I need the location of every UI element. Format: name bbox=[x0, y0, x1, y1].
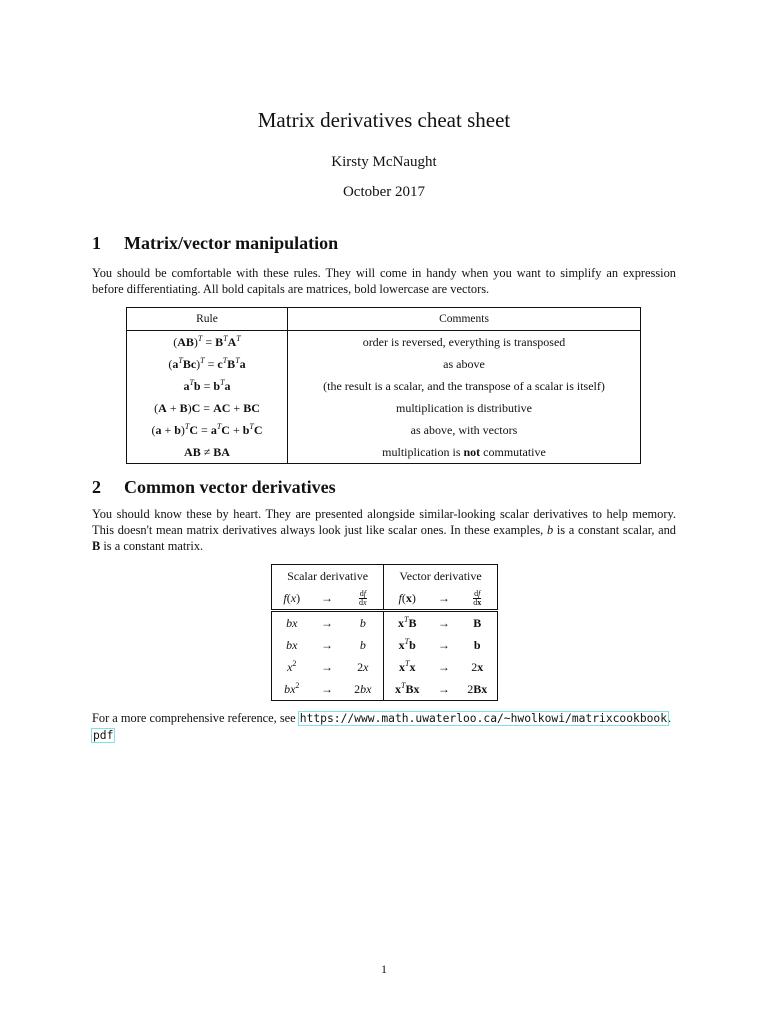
arrow: → bbox=[320, 615, 333, 630]
table-row bbox=[127, 441, 641, 464]
scalar-variable: b bbox=[546, 523, 554, 537]
rule-formula: AB ≠ BA bbox=[127, 441, 288, 464]
header-vector-derivative: Vector derivative bbox=[399, 568, 482, 583]
table-row bbox=[272, 634, 498, 656]
rules-table bbox=[126, 307, 641, 464]
table-row bbox=[127, 331, 641, 354]
section-1-number: 1 bbox=[92, 233, 101, 253]
vector-function-header: f(x) bbox=[384, 587, 431, 611]
table-row bbox=[272, 678, 498, 701]
section-1-title: Matrix/vector manipulation bbox=[124, 233, 339, 253]
section-2-intro-text: You should know these by heart. They are presented alongside similar-looking scalar derivatives to help memory. This doesn't mean matrix derivatives always look just like scalar ones. In these examples, bbox=[92, 507, 676, 537]
arrow: → bbox=[437, 637, 450, 652]
table-row bbox=[127, 397, 641, 419]
vector-expression: $x^Tx$ bbox=[398, 658, 416, 674]
vector-fraction-header: $\frac{df}{dx}$ bbox=[457, 587, 497, 611]
matrix-variable: B bbox=[92, 539, 101, 553]
scalar-expression: $x^2$ bbox=[287, 658, 297, 674]
comment-text: commutative bbox=[480, 444, 546, 459]
arrow: → bbox=[320, 681, 333, 696]
arrow: → bbox=[320, 637, 333, 652]
rule-comment: as above bbox=[288, 353, 641, 375]
rule-comment: as above, with vectors bbox=[288, 419, 641, 441]
arrow: → bbox=[311, 587, 342, 611]
rule-formula: $a^Tb = b^Ta$ bbox=[127, 375, 288, 397]
table-row bbox=[127, 375, 641, 397]
rule-comment bbox=[288, 441, 641, 464]
section-1-intro bbox=[92, 265, 676, 297]
arrow: → bbox=[430, 587, 457, 611]
reference-link-continued[interactable]: pdf bbox=[93, 729, 114, 742]
section-2-number: 2 bbox=[92, 477, 101, 497]
scalar-result: b bbox=[343, 634, 384, 656]
table-row bbox=[272, 656, 498, 678]
section-2-intro-text: is a constant matrix. bbox=[100, 539, 204, 553]
scalar-expression: $bx^2$ bbox=[284, 680, 300, 696]
reference-link[interactable]: https://www.math.uwaterloo.ca/~hwolkowi/matrixcookbook bbox=[299, 712, 668, 725]
arrow: → bbox=[320, 659, 333, 674]
rule-formula: $(a^TBc)^T = c^TB^Ta$ bbox=[127, 353, 288, 375]
scalar-result: 2x bbox=[343, 656, 384, 678]
rule-comment: multiplication is distributive bbox=[288, 397, 641, 419]
vector-result: b bbox=[473, 637, 481, 652]
scalar-fraction-header: $\frac{df}{dx}$ bbox=[343, 587, 384, 611]
section-2-title: Common vector derivatives bbox=[124, 477, 336, 497]
arrow: → bbox=[437, 659, 450, 674]
vector-expression: $x^TBx$ bbox=[394, 680, 420, 696]
table-row bbox=[127, 353, 641, 375]
scalar-result: 2bx bbox=[343, 678, 384, 701]
rules-header-row bbox=[127, 308, 641, 331]
scalar-result: b bbox=[343, 611, 384, 635]
reference-link-dot: . bbox=[668, 711, 672, 725]
header-scalar-derivative: Scalar derivative bbox=[272, 565, 384, 588]
comment-emphasis: not bbox=[463, 444, 481, 459]
document-title: Matrix derivatives cheat sheet bbox=[257, 108, 511, 132]
arrow: → bbox=[437, 615, 450, 630]
vector-expression: $x^TB$ bbox=[397, 614, 417, 630]
document-author: Kirsty McNaught bbox=[331, 154, 437, 170]
derivatives-header-row bbox=[272, 565, 498, 588]
scalar-expression: bx bbox=[286, 615, 298, 630]
document-date: October 2017 bbox=[342, 184, 426, 200]
vector-result: 2x bbox=[471, 659, 484, 674]
vector-result: 2Bx bbox=[467, 681, 488, 696]
page-number: 1 bbox=[381, 962, 387, 976]
section-2-heading bbox=[92, 477, 336, 498]
arrow: → bbox=[437, 681, 450, 696]
comment-text: multiplication is bbox=[382, 444, 464, 459]
vector-result: B bbox=[473, 615, 482, 630]
scalar-function-header: f(x) bbox=[272, 587, 312, 611]
rule-comment: order is reversed, everything is transposed bbox=[288, 331, 641, 354]
table-row bbox=[127, 419, 641, 441]
derivatives-table bbox=[271, 564, 498, 701]
table-row bbox=[272, 611, 498, 635]
reference-text: For a more comprehensive reference, see bbox=[92, 711, 299, 725]
rule-comment: (the result is a scalar, and the transpose of a scalar is itself) bbox=[288, 375, 641, 397]
rule-formula: (A + B)C = AC + BC bbox=[127, 397, 288, 419]
rule-formula: $(a + b)^TC = a^TC + b^TC$ bbox=[127, 419, 288, 441]
rule-formula: $(AB)^T = B^TA^T$ bbox=[127, 331, 288, 354]
rules-header-comments: Comments bbox=[288, 308, 641, 331]
derivatives-subheader-row bbox=[272, 587, 498, 611]
scalar-expression: bx bbox=[286, 637, 298, 652]
section-2-intro bbox=[92, 506, 676, 554]
vector-expression: $x^Tb$ bbox=[398, 636, 416, 652]
section-2-intro-text: is a constant scalar, and bbox=[553, 523, 676, 537]
section-1-heading bbox=[92, 233, 338, 254]
section-1-intro-text: You should be comfortable with these rules. They will come in handy when you want to simplify an expression before differentiating. All bold capitals are matrices, bold lowercase are vectors. bbox=[92, 266, 676, 296]
reference-paragraph bbox=[92, 710, 692, 744]
rules-header-rule: Rule bbox=[127, 308, 288, 331]
